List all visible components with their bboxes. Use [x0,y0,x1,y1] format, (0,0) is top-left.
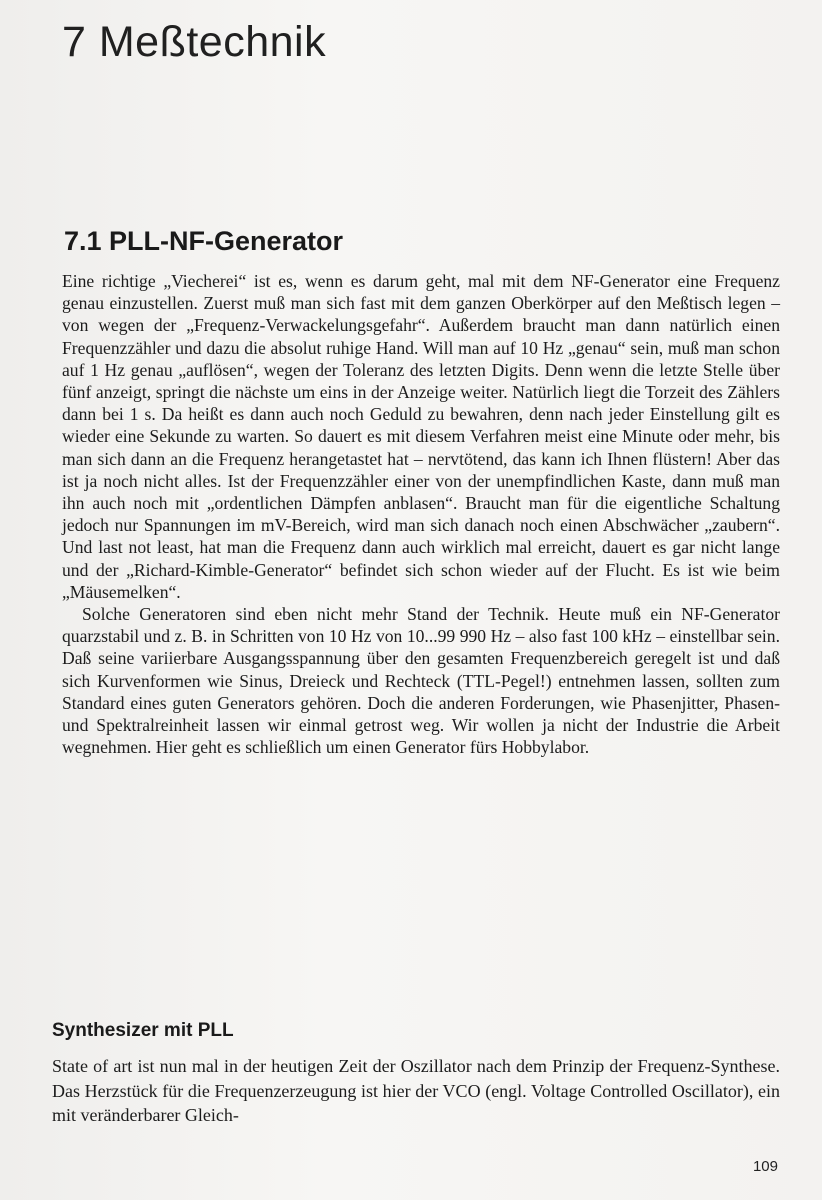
paragraph-1: Eine richtige „Viecherei“ ist es, wenn es darum geht, mal mit dem NF-Generator eine Frequenz genau einzustellen. Zuerst muß man sich fast mit dem ganzen Oberkörper auf den Meßtisch legen – von wegen der „Frequenz-Verwackelungsgefahr“. Außerdem braucht man dann natürlich einen Frequenzzähler und dazu die absolut ruhige Hand. Will man auf 10 Hz „genau“ sein, muß man schon auf 1 Hz genau „auflösen“, wegen der Toleranz des letzten Digits. Denn wenn die letzte Stelle über fünf anzeigt, springt die nächste um eins in der Anzeige weiter. Natürlich liegt die Torzeit des Zählers dann bei 1 s. Da heißt es dann auch noch Geduld zu bewahren, denn nach jeder Einstellung gilt es wieder eine Sekunde zu warten. So dauert es mit diesem Verfahren meist eine Minute oder mehr, bis man sich dann an die Frequenz herangetastet hat – nervtötend, das kann ich Ihnen flüstern! Aber das ist ja noch nicht alles. Ist der Frequenzzähler einer von der unempfindlichen Kaste, dann muß man ihn auch noch mit „ordentlichen Dämpfen anblasen“. Braucht man für die eigentliche Schaltung jedoch nur Spannungen im mV-Bereich, wird man sich danach noch einen Abschwächer „zaubern“. Und last not least, hat man die Frequenz dann auch wirklich mal erreicht, dauert es gar nicht lange und der „Richard-Kimble-Generator“ befindet sich schon wieder auf der Flucht. Es ist wie beim „Mäusemelken“. [62,271,780,602]
chapter-title: 7 Meßtechnik [62,18,327,66]
page-number: 109 [752,1158,778,1175]
subsection-title: Synthesizer mit PLL [52,1020,234,1041]
section-body [62,270,780,758]
paragraph-2: Solche Generatoren sind eben nicht mehr Stand der Technik. Heute muß ein NF-Generator quarzstabil und z. B. in Schritten von 10 Hz von 10...99 990 Hz – also fast 100 kHz – einstellbar sein. Daß seine variierbare Ausgangsspannung über den gesamten Frequenzbereich geregelt ist und daß sich Kurvenformen wie Sinus, Dreieck und Rechteck (TTL-Pegel!) entnehmen lassen, sollten zum Standard eines guten Generators gehören. Doch die anderen Forderungen, wie Phasenjitter, Phasen- und Spektralreinheit lassen wir einmal getrost weg. Wir wollen ja nicht der Industrie die Arbeit wegnehmen. Hier geht es schließlich um einen Generator fürs Hobbylabor. [62,604,780,758]
paragraph-3: State of art ist nun mal in der heutigen Zeit der Oszillator nach dem Prinzip der Frequenz-Synthese. Das Herzstück für die Frequenzerzeugung ist hier der VCO (engl. Voltage Controlled Oscillator), ein mit veränderbarer Gleich- [52,1056,780,1125]
subsection-body [52,1054,780,1128]
section-title: 7.1 PLL-NF-Generator [64,226,344,256]
